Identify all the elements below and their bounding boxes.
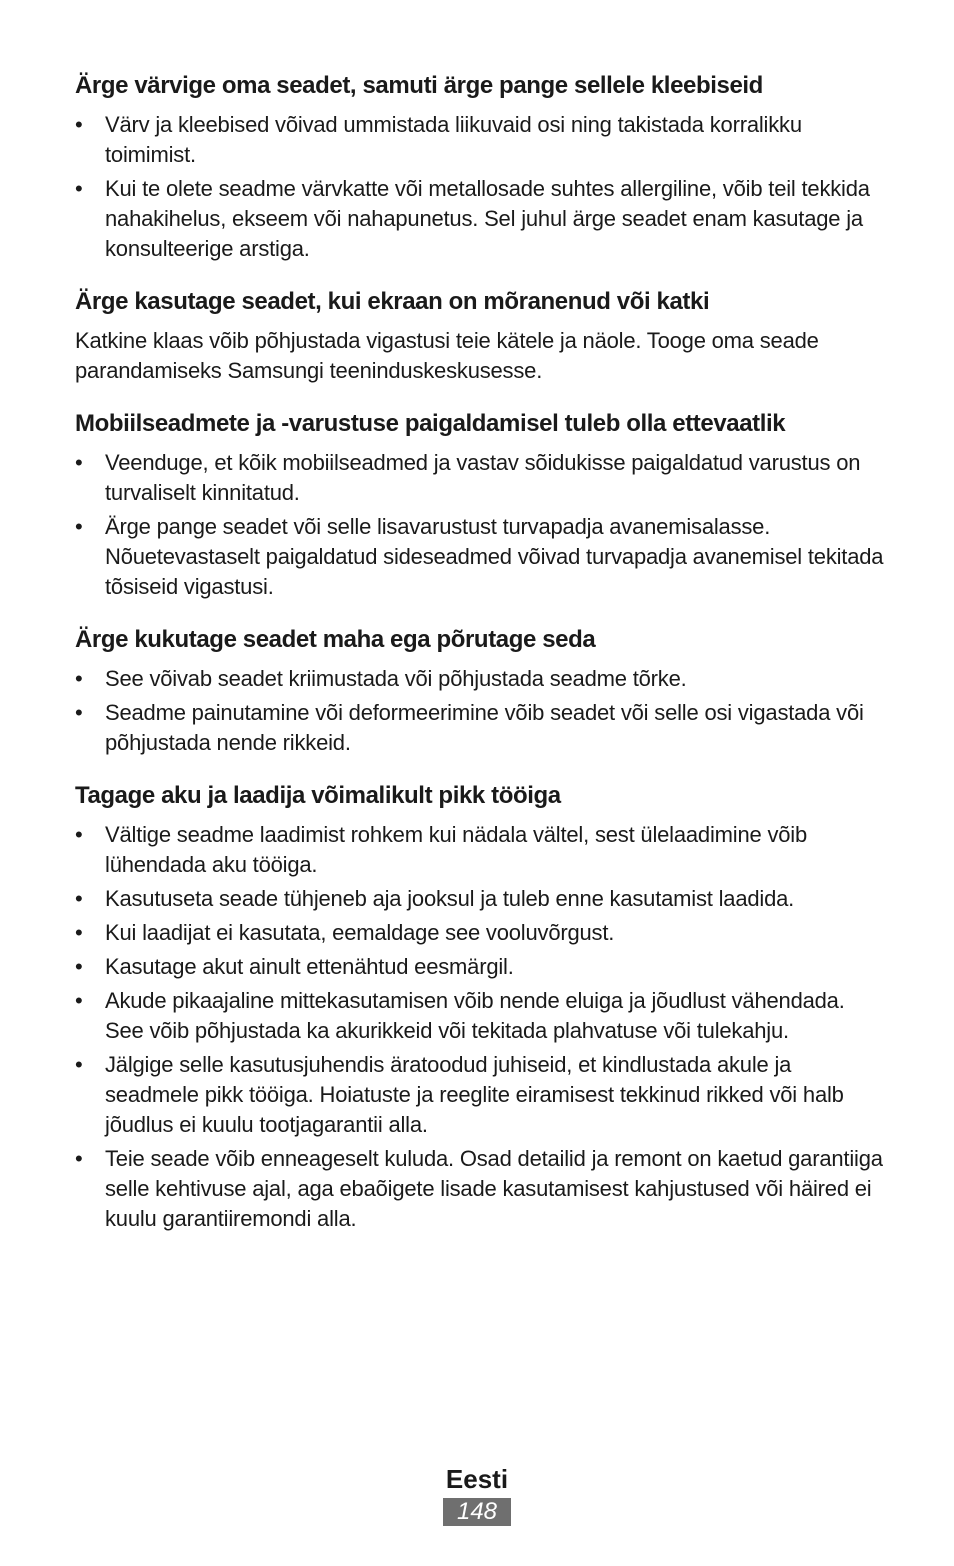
- section-heading: Ärge värvige oma seadet, samuti ärge pange sellele kleebiseid: [75, 72, 763, 99]
- document-body: [75, 70, 885, 1256]
- bullet-icon: •: [75, 988, 83, 1013]
- bullet-icon: •: [75, 450, 83, 475]
- page-number: 148: [443, 1498, 511, 1526]
- page-footer: [0, 1462, 954, 1526]
- bullet-icon: •: [75, 700, 83, 725]
- bullet-icon: •: [75, 886, 83, 911]
- bullet-icon: •: [75, 920, 83, 945]
- list-item: • Akude pikaajaline mittekasutamisen võib nende eluiga ja jõudlust vähendada. See võib põhjustada ka akurikkeid või tekitada plahvatuse või tulekahju.: [75, 988, 845, 1043]
- section-battery: [75, 780, 885, 1234]
- section-no-paint: [75, 70, 885, 264]
- bullet-icon: •: [75, 1146, 83, 1171]
- bullet-list: [75, 448, 885, 602]
- section-cracked-screen: [75, 286, 885, 386]
- list-item: • Kui te olete seadme värvkatte või metallosade suhtes allergiline, võib teil tekkida nahakihelus, ekseem või nahapunetus. Sel juhul ärge seadet enam kasutage ja konsulteerige arstiga.: [75, 176, 870, 261]
- bullet-icon: •: [75, 514, 83, 539]
- language-label: Eesti: [445, 1464, 509, 1494]
- list-item: • Värv ja kleebised võivad ummistada liikuvaid osi ning takistada korralikku toimimist.: [75, 112, 802, 167]
- section-drop: [75, 624, 885, 758]
- section-paragraph: Katkine klaas võib põhjustada vigastusi teie kätele ja näole. Tooge oma seade parandamiseks Samsungi teeninduskeskusesse.: [75, 328, 819, 383]
- list-item: • Seadme painutamine või deformeerimine võib seadet või selle osi vigastada või põhjustada nende rikkeid.: [75, 700, 864, 755]
- list-item: • Veenduge, et kõik mobiilseadmed ja vastav sõidukisse paigaldatud varustus on turvaliselt kinnitatud.: [75, 450, 861, 505]
- section-heading: Ärge kasutage seadet, kui ekraan on mõranenud või katki: [75, 288, 710, 315]
- bullet-icon: •: [75, 822, 83, 847]
- list-item: • Teie seade võib enneageselt kuluda. Osad detailid ja remont on kaetud garantiiga selle kehtivuse ajal, aga ebaõigete lisade kasutamisest kahjustused või häired ei kuulu garantiiremondi alla.: [75, 1146, 883, 1231]
- bullet-icon: •: [75, 112, 83, 137]
- bullet-icon: •: [75, 176, 83, 201]
- section-heading: Mobiilseadmete ja -varustuse paigaldamisel tuleb olla ettevaatlik: [75, 410, 786, 437]
- list-item: • Kasutuseta seade tühjeneb aja jooksul ja tuleb enne kasutamist laadida.: [75, 884, 885, 914]
- bullet-list: [75, 664, 885, 758]
- list-item: • Jälgige selle kasutusjuhendis äratoodud juhiseid, et kindlustada akule ja seadmele pikk tööiga. Hoiatuste ja reeglite eiramisest tekkinud rikked või halb jõudlus ei kuulu tootjagarantii alla.: [75, 1052, 844, 1137]
- list-item: • See võivab seadet kriimustada või põhjustada seadme tõrke.: [75, 664, 885, 694]
- list-item: • Vältige seadme laadimist rohkem kui nädala vältel, sest ülelaadimine võib lühendada aku tööiga.: [75, 822, 808, 877]
- list-item: • Kasutage akut ainult ettenähtud eesmärgil.: [75, 952, 885, 982]
- bullet-icon: •: [75, 666, 83, 691]
- bullet-icon: •: [75, 1052, 83, 1077]
- list-item: • Kui laadijat ei kasutata, eemaldage see vooluvõrgust.: [75, 918, 885, 948]
- section-heading: Tagage aku ja laadija võimalikult pikk tööiga: [75, 782, 561, 809]
- list-item: • Ärge pange seadet või selle lisavarustust turvapadja avanemisalasse. Nõuetevastaselt paigaldatud sideseadmed võivad turvapadja avanemisel tekitada tõsiseid vigastusi.: [75, 514, 884, 599]
- bullet-icon: •: [75, 954, 83, 979]
- bullet-list: [75, 820, 885, 1234]
- bullet-list: [75, 110, 885, 264]
- section-mounting: [75, 408, 885, 602]
- section-heading: Ärge kukutage seadet maha ega põrutage seda: [75, 626, 596, 653]
